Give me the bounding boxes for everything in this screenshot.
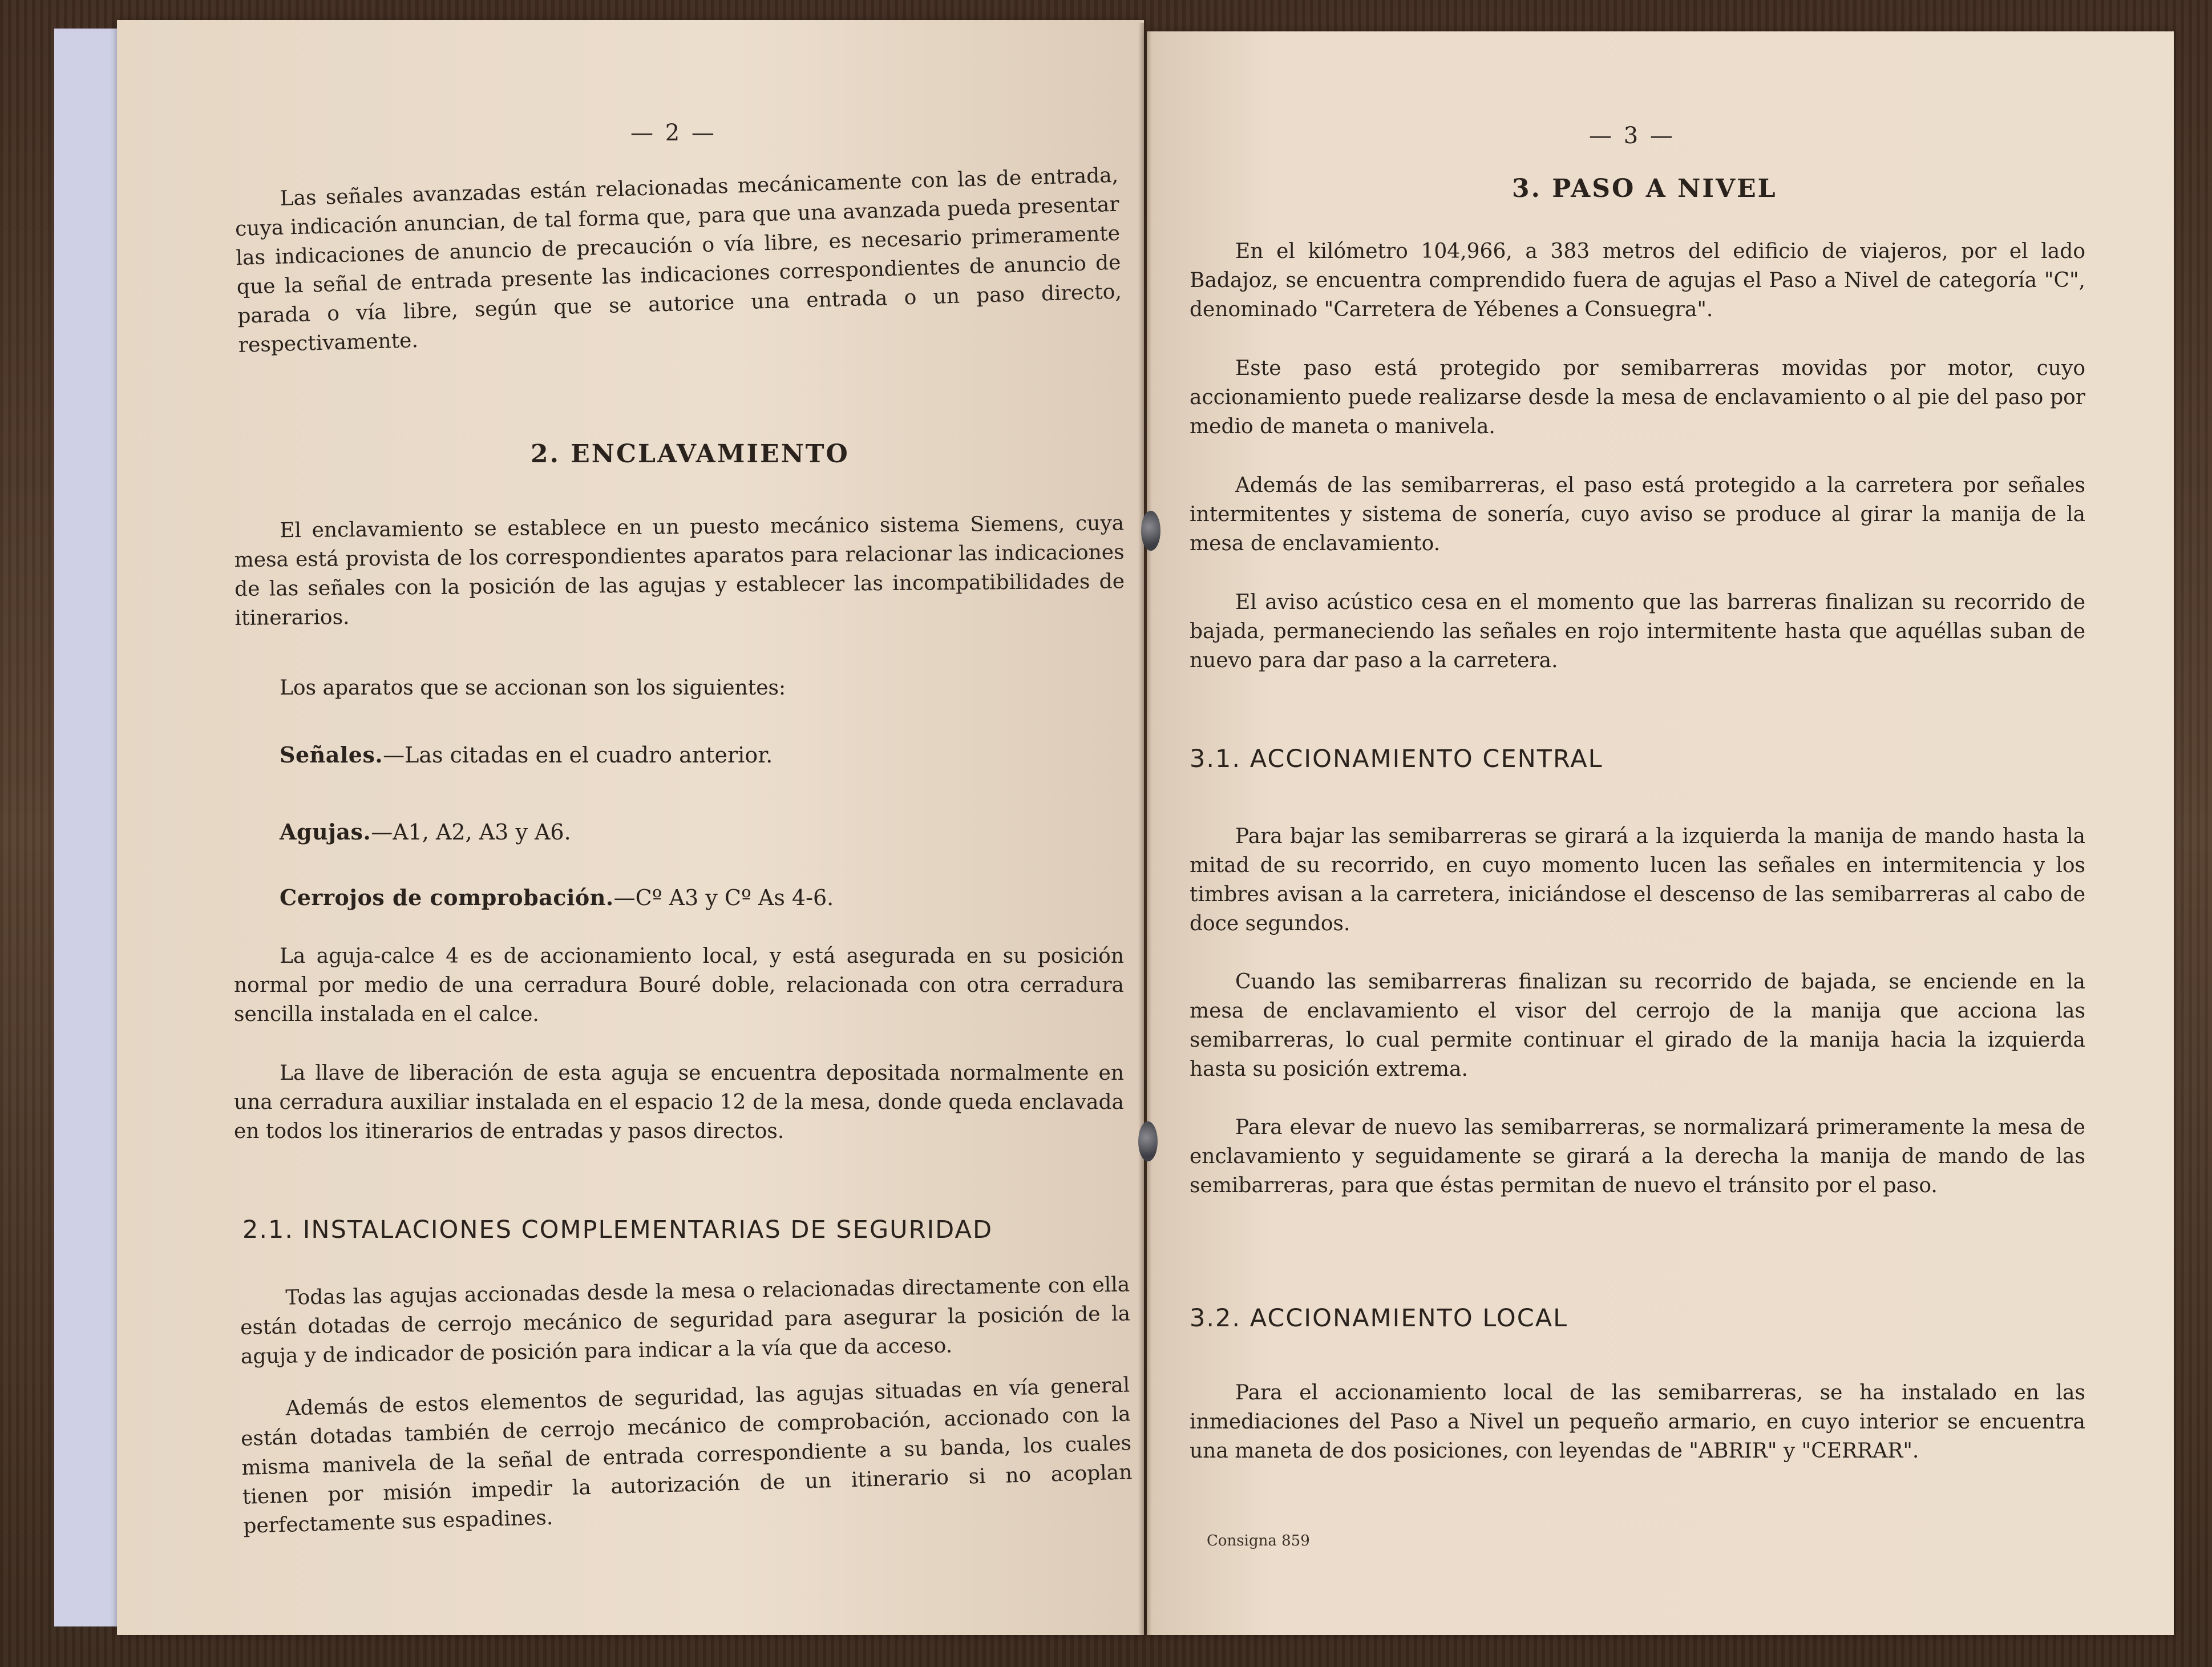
list-item	[234, 885, 834, 910]
section-3-1-paragraph-3: Para elevar de nuevo las semibarreras, se normalizará primeramente la mesa de enclavamiento y seguidamente se girará a la derecha la manija de mando de las semibarreras, para que éstas permitan de nuevo el tránsito por el paso.	[1190, 1116, 2085, 1197]
section-3-2-paragraph-1: Para el accionamiento local de las semibarreras, se ha instalado en las inmediaciones del Paso a Nivel un pequeño armario, en cuyo interior se encuentra una maneta de dos posiciones, con leyendas de "ABRIR" y "CERRAR".	[1190, 1381, 2085, 1463]
right-page	[1147, 31, 2174, 1635]
section-3-paragraph-2: Este paso está protegido por semibarreras movidas por motor, cuyo accionamiento puede realizarse desde la mesa de enclavamiento o al pie del paso por medio de maneta o manivela.	[1190, 357, 2085, 438]
list-item-label: Agujas.	[280, 819, 371, 845]
section-2-paragraph-2: Los aparatos que se accionan son los siguientes:	[280, 676, 786, 700]
section-3-paragraph-1: En el kilómetro 104,966, a 383 metros del edificio de viajeros, por el lado Badajoz, se encuentra comprendido fuera de agujas el Paso a Nivel de categoría "C", denominado "Carretera de Yébenes a Consuegra".	[1190, 240, 2085, 321]
staple	[1141, 511, 1160, 551]
book-spine	[1138, 23, 1152, 1638]
section-2-1-paragraph-2: Además de estos elementos de seguridad, las agujas situadas en vía general están dotadas también de cerrojo mecánico de comprobación, accionado con la misma manivela de la señal de entrada correspondiente a su banda, los cuales tienen por misión impedir la autorización de un itinerario si no acoplan perfectamente sus espadines.	[240, 1373, 1133, 1538]
intro-paragraph: Las señales avanzadas están relacionadas mecánicamente con las de entrada, cuya indicación anuncian, de tal forma que, para que una avanzada pueda presentar las indicaciones de anuncio de precaución o vía libre, es necesario primeramente que la señal de entrada presente las indicaciones correspondientes de anuncio de parada o vía libre, según que se autorice una entrada o un paso directo, respectivamente.	[234, 163, 1122, 357]
list-item-label: Señales.	[280, 742, 383, 768]
section-2-paragraph-1: El enclavamiento se establece en un puesto mecánico sistema Siemens, cuya mesa está provista de los correspondientes aparatos para relacionar las indicaciones de las señales con la posición de las agujas y establecer las incompatibilidades de itinerarios.	[234, 511, 1125, 630]
section-2-paragraph-4: La llave de liberación de esta aguja se encuentra depositada normalmente en una cerradura auxiliar instalada en el espacio 12 de la mesa, donde queda enclavada en todos los itinerarios de entradas y pasos directos.	[234, 1061, 1124, 1143]
section-2-paragraph-3: La aguja-calce 4 es de accionamiento local, y está asegurada en su posición normal por medio de una cerradura Bouré doble, relacionada con otra cerradura sencilla instalada en el calce.	[234, 945, 1124, 1026]
staple	[1138, 1121, 1158, 1161]
list-item-text: —Cº A3 y Cº As 4-6.	[613, 885, 834, 910]
section-2-title: 2. ENCLAVAMIENTO	[531, 439, 850, 469]
section-3-1-paragraph-1: Para bajar las semibarreras se girará a la izquierda la manija de mando hasta la mitad de su recorrido, en cuyo momento lucen las señales en intermitencia y los timbres avisan a la carretera, iniciándose el descenso de las semibarreras al cabo de doce segundos.	[1190, 825, 2085, 935]
section-3-1-title: 3.1. ACCIONAMIENTO CENTRAL	[1190, 745, 1603, 773]
footer-consigna: Consigna 859	[1207, 1532, 1310, 1549]
list-item-label: Cerrojos de comprobación.	[280, 885, 614, 910]
right-page-number: — 3 —	[1589, 123, 1675, 149]
left-page	[117, 20, 1144, 1635]
section-3-paragraph-3: Además de las semibarreras, el paso está protegido a la carretera por señales intermitentes y sistema de sonería, cuyo aviso se produce al girar la manija de la mesa de enclavamiento.	[1190, 474, 2085, 555]
list-item-text: —A1, A2, A3 y A6.	[371, 820, 571, 845]
list-item	[234, 819, 571, 845]
left-page-number: — 2 —	[630, 120, 717, 146]
list-item	[234, 742, 773, 768]
list-item-text: —Las citadas en el cuadro anterior.	[383, 742, 773, 768]
section-3-title: 3. PASO A NIVEL	[1512, 174, 1777, 203]
section-3-paragraph-4: El aviso acústico cesa en el momento que las barreras finalizan su recorrido de bajada, permaneciendo las señales en rojo intermitente hasta que aquéllas suban de nuevo para dar paso a la carretera.	[1190, 591, 2085, 672]
section-3-2-title: 3.2. ACCIONAMIENTO LOCAL	[1190, 1304, 1568, 1333]
section-2-1-title: 2.1. INSTALACIONES COMPLEMENTARIAS DE SEGURIDAD	[242, 1216, 993, 1244]
section-2-1-paragraph-1: Todas las agujas accionadas desde la mesa o relacionadas directamente con ella están dotadas de cerrojo mecánico de seguridad para asegurar la posición de la aguja y de indicador de posición para indicar a la vía que da acceso.	[240, 1273, 1131, 1369]
section-3-1-paragraph-2: Cuando las semibarreras finalizan su recorrido de bajada, se enciende en la mesa de enclavamiento el visor del cerrojo de la manija que acciona las semibarreras, lo cual permite continuar el girado de la manija hacia la izquierda hasta su posición extrema.	[1190, 970, 2085, 1081]
